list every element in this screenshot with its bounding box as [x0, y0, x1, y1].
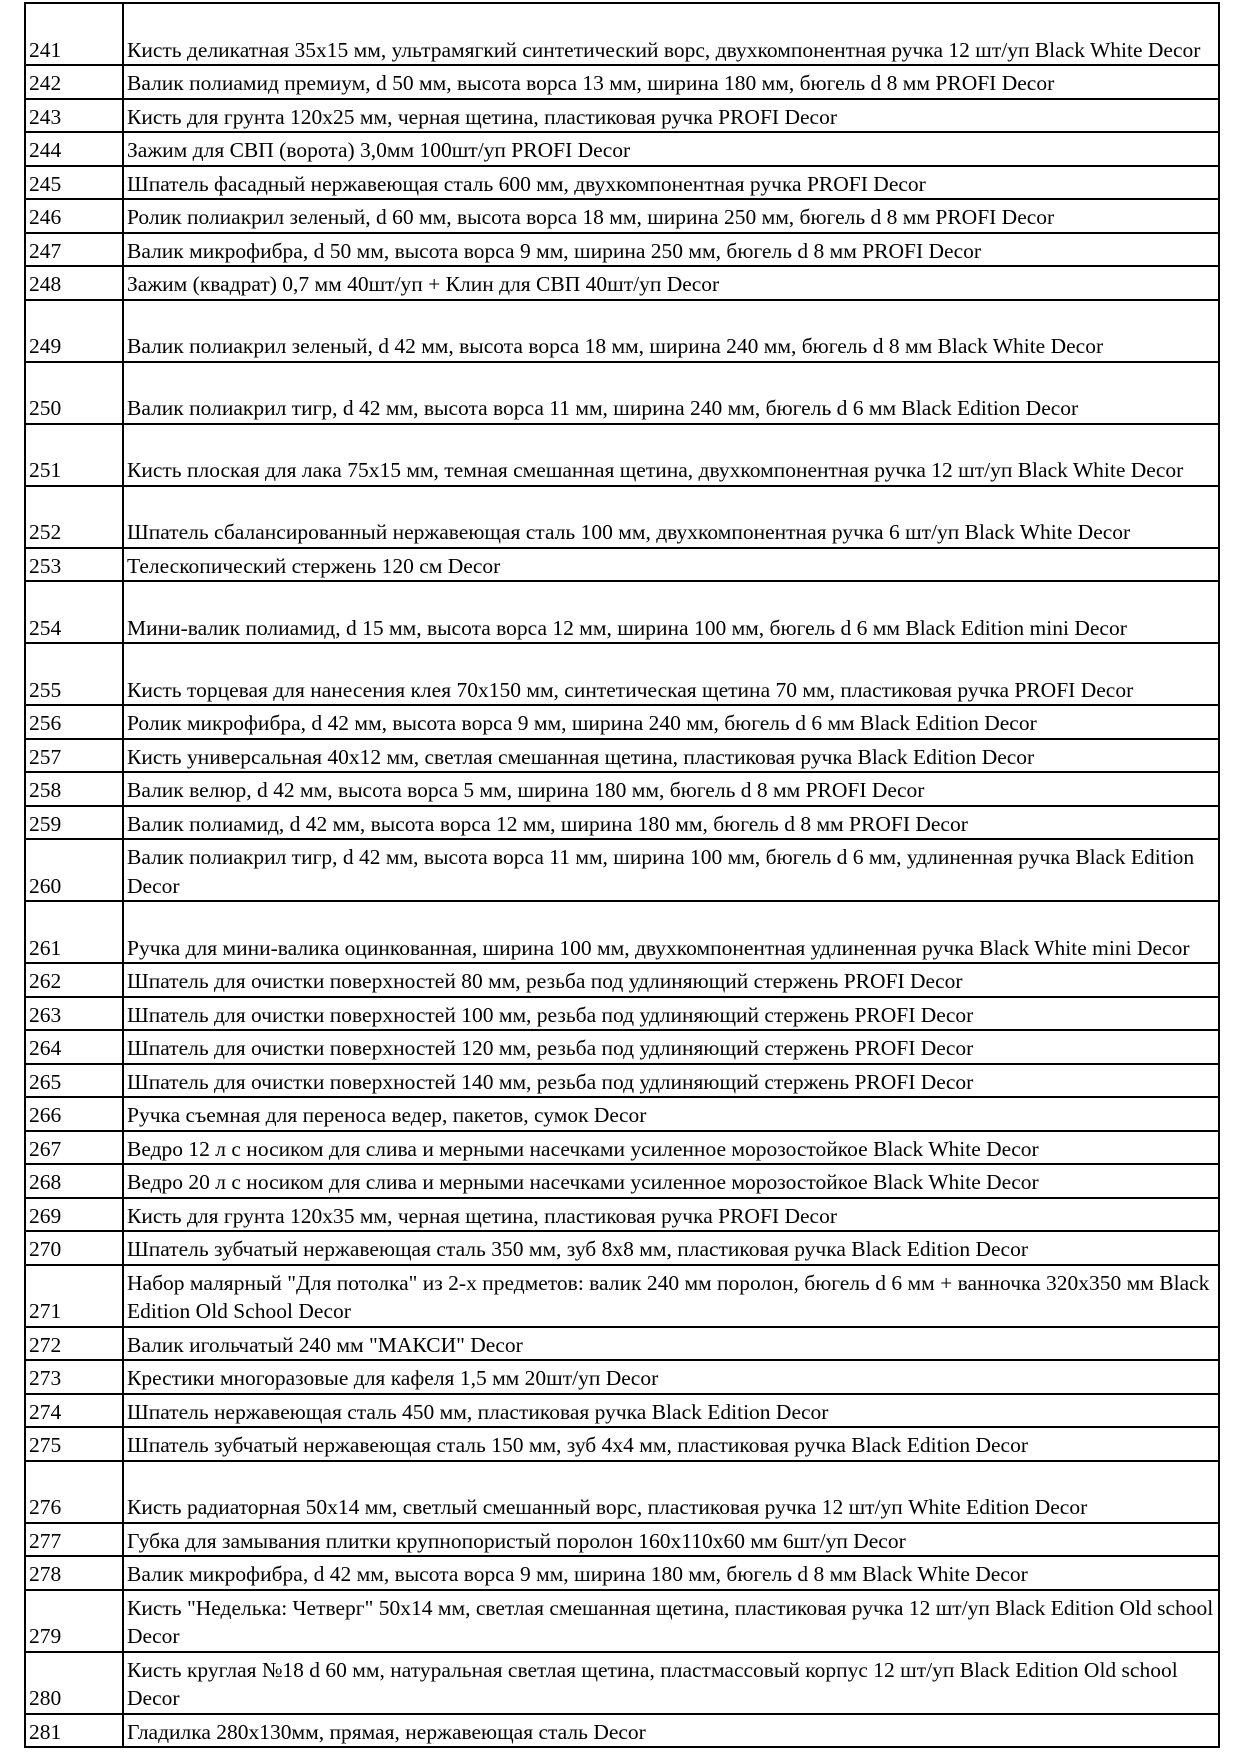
row-number-cell: 247 [25, 233, 123, 267]
product-description-cell: Кисть радиаторная 50х14 мм, светлый смешанный ворс, пластиковая ручка 12 шт/уп White Edition Decor [123, 1461, 1219, 1523]
product-description-cell: Валик велюр, d 42 мм, высота ворса 5 мм, ширина 180 мм, бюгель d 8 мм PROFI Decor [123, 772, 1219, 806]
row-number-cell: 246 [25, 199, 123, 233]
table-row [25, 1131, 1219, 1165]
row-number-cell: 243 [25, 99, 123, 133]
table-row [25, 424, 1219, 486]
table-row [25, 1652, 1219, 1714]
product-description-cell: Ролик полиакрил зеленый, d 60 мм, высота ворса 18 мм, ширина 250 мм, бюгель d 8 мм PROFI Decor [123, 199, 1219, 233]
table-row [25, 705, 1219, 739]
product-description-cell: Ролик микрофибра, d 42 мм, высота ворса 9 мм, ширина 240 мм, бюгель d 6 мм Black Edition Decor [123, 705, 1219, 739]
row-number-cell: 276 [25, 1461, 123, 1523]
row-number-cell: 270 [25, 1231, 123, 1265]
product-description-cell: Кисть плоская для лака 75х15 мм, темная смешанная щетина, двухкомпонентная ручка 12 шт/уп Black White Decor [123, 424, 1219, 486]
table-row [25, 1265, 1219, 1327]
product-description-cell: Кисть "Неделька: Четверг" 50х14 мм, светлая смешанная щетина, пластиковая ручка 12 шт/уп Black Edition Old school Decor [123, 1590, 1219, 1652]
table-row [25, 300, 1219, 362]
table-row [25, 362, 1219, 424]
product-description-cell: Ручка съемная для переноса ведер, пакетов, сумок Decor [123, 1097, 1219, 1131]
table-row [25, 548, 1219, 582]
row-number-cell: 242 [25, 65, 123, 99]
product-description-cell: Кисть торцевая для нанесения клея 70х150 мм, синтетическая щетина 70 мм, пластиковая ручка PROFI Decor [123, 643, 1219, 705]
product-description-cell: Ведро 20 л с носиком для слива и мерными насечками усиленное морозостойкое Black White Decor [123, 1164, 1219, 1198]
table-row [25, 132, 1219, 166]
row-number-cell: 257 [25, 739, 123, 773]
table-row [25, 839, 1219, 901]
row-number-cell: 264 [25, 1030, 123, 1064]
product-description-cell: Ручка для мини-валика оцинкованная, ширина 100 мм, двухкомпонентная удлиненная ручка Black White mini Decor [123, 901, 1219, 963]
product-description-cell: Валик полиакрил тигр, d 42 мм, высота ворса 11 мм, ширина 100 мм, бюгель d 6 мм, удлиненная ручка Black Edition Decor [123, 839, 1219, 901]
row-number-cell: 241 [25, 3, 123, 65]
product-description-cell: Валик полиакрил тигр, d 42 мм, высота ворса 11 мм, ширина 240 мм, бюгель d 6 мм Black Edition Decor [123, 362, 1219, 424]
row-number-cell: 268 [25, 1164, 123, 1198]
table-row [25, 643, 1219, 705]
product-description-cell: Мини-валик полиамид, d 15 мм, высота ворса 12 мм, ширина 100 мм, бюгель d 6 мм Black Edition mini Decor [123, 581, 1219, 643]
table-row [25, 1714, 1219, 1748]
row-number-cell: 272 [25, 1327, 123, 1361]
product-description-cell: Зажим для СВП (ворота) 3,0мм 100шт/уп PROFI Decor [123, 132, 1219, 166]
table-row [25, 963, 1219, 997]
table-row [25, 1590, 1219, 1652]
product-description-cell: Шпатель фасадный нержавеющая сталь 600 мм, двухкомпонентная ручка PROFI Decor [123, 166, 1219, 200]
table-row [25, 997, 1219, 1031]
table-row [25, 739, 1219, 773]
row-number-cell: 253 [25, 548, 123, 582]
row-number-cell: 254 [25, 581, 123, 643]
product-description-cell: Валик полиакрил зеленый, d 42 мм, высота ворса 18 мм, ширина 240 мм, бюгель d 8 мм Black White Decor [123, 300, 1219, 362]
product-description-cell: Валик микрофибра, d 42 мм, высота ворса 9 мм, ширина 180 мм, бюгель d 8 мм Black White Decor [123, 1556, 1219, 1590]
table-row [25, 1427, 1219, 1461]
product-description-cell: Валик микрофибра, d 50 мм, высота ворса 9 мм, ширина 250 мм, бюгель d 8 мм PROFI Decor [123, 233, 1219, 267]
table-row [25, 1523, 1219, 1557]
table-row [25, 1360, 1219, 1394]
product-description-cell: Валик полиамид премиум, d 50 мм, высота ворса 13 мм, ширина 180 мм, бюгель d 8 мм PROFI Decor [123, 65, 1219, 99]
table-row [25, 1097, 1219, 1131]
table-row [25, 166, 1219, 200]
product-description-cell: Крестики многоразовые для кафеля 1,5 мм 20шт/уп Decor [123, 1360, 1219, 1394]
row-number-cell: 267 [25, 1131, 123, 1165]
product-description-cell: Валик полиамид, d 42 мм, высота ворса 12 мм, ширина 180 мм, бюгель d 8 мм PROFI Decor [123, 806, 1219, 840]
row-number-cell: 279 [25, 1590, 123, 1652]
product-description-cell: Шпатель нержавеющая сталь 450 мм, пластиковая ручка Black Edition Decor [123, 1394, 1219, 1428]
table-row [25, 486, 1219, 548]
table-row [25, 1231, 1219, 1265]
table-row [25, 99, 1219, 133]
row-number-cell: 271 [25, 1265, 123, 1327]
product-description-cell: Кисть деликатная 35х15 мм, ультрамягкий синтетический ворс, двухкомпонентная ручка 12 шт/уп Black White Decor [123, 3, 1219, 65]
row-number-cell: 258 [25, 772, 123, 806]
product-description-cell: Валик игольчатый 240 мм "МАКСИ" Decor [123, 1327, 1219, 1361]
product-description-cell: Шпатель зубчатый нержавеющая сталь 150 мм, зуб 4х4 мм, пластиковая ручка Black Edition Decor [123, 1427, 1219, 1461]
table-row [25, 1327, 1219, 1361]
product-description-cell: Шпатель зубчатый нержавеющая сталь 350 мм, зуб 8х8 мм, пластиковая ручка Black Edition Decor [123, 1231, 1219, 1265]
table-row [25, 1556, 1219, 1590]
product-description-cell: Шпатель для очистки поверхностей 100 мм, резьба под удлиняющий стержень PROFI Decor [123, 997, 1219, 1031]
table-row [25, 3, 1219, 65]
row-number-cell: 277 [25, 1523, 123, 1557]
row-number-cell: 255 [25, 643, 123, 705]
row-number-cell: 251 [25, 424, 123, 486]
product-description-cell: Гладилка 280х130мм, прямая, нержавеющая сталь Decor [123, 1714, 1219, 1748]
table-row [25, 199, 1219, 233]
product-description-cell: Шпатель для очистки поверхностей 80 мм, резьба под удлиняющий стержень PROFI Decor [123, 963, 1219, 997]
table-row [25, 266, 1219, 300]
product-description-cell: Кисть для грунта 120х35 мм, черная щетина, пластиковая ручка PROFI Decor [123, 1198, 1219, 1232]
row-number-cell: 249 [25, 300, 123, 362]
table-row [25, 1461, 1219, 1523]
row-number-cell: 280 [25, 1652, 123, 1714]
row-number-cell: 262 [25, 963, 123, 997]
table-row [25, 772, 1219, 806]
row-number-cell: 250 [25, 362, 123, 424]
row-number-cell: 274 [25, 1394, 123, 1428]
product-description-cell: Ведро 12 л с носиком для слива и мерными насечками усиленное морозостойкое Black White Decor [123, 1131, 1219, 1165]
product-description-cell: Кисть для грунта 120х25 мм, черная щетина, пластиковая ручка PROFI Decor [123, 99, 1219, 133]
table-row [25, 1164, 1219, 1198]
row-number-cell: 245 [25, 166, 123, 200]
product-description-cell: Кисть универсальная 40х12 мм, светлая смешанная щетина, пластиковая ручка Black Edition Decor [123, 739, 1219, 773]
row-number-cell: 261 [25, 901, 123, 963]
table-row [25, 1030, 1219, 1064]
row-number-cell: 273 [25, 1360, 123, 1394]
table-body [25, 3, 1219, 1747]
table-row [25, 233, 1219, 267]
row-number-cell: 269 [25, 1198, 123, 1232]
table-row [25, 806, 1219, 840]
row-number-cell: 259 [25, 806, 123, 840]
product-description-cell: Кисть круглая №18 d 60 мм, натуральная светлая щетина, пластмассовый корпус 12 шт/уп Black Edition Old school Decor [123, 1652, 1219, 1714]
table-row [25, 581, 1219, 643]
row-number-cell: 263 [25, 997, 123, 1031]
product-description-cell: Шпатель для очистки поверхностей 120 мм, резьба под удлиняющий стержень PROFI Decor [123, 1030, 1219, 1064]
table-row [25, 1064, 1219, 1098]
row-number-cell: 244 [25, 132, 123, 166]
row-number-cell: 256 [25, 705, 123, 739]
row-number-cell: 265 [25, 1064, 123, 1098]
row-number-cell: 278 [25, 1556, 123, 1590]
table-row [25, 65, 1219, 99]
row-number-cell: 275 [25, 1427, 123, 1461]
row-number-cell: 266 [25, 1097, 123, 1131]
row-number-cell: 260 [25, 839, 123, 901]
product-description-cell: Набор малярный "Для потолка" из 2-х предметов: валик 240 мм поролон, бюгель d 6 мм + ванночка 320х350 мм Black Edition Old School Decor [123, 1265, 1219, 1327]
price-list-table [24, 2, 1220, 1748]
table-row [25, 1198, 1219, 1232]
row-number-cell: 281 [25, 1714, 123, 1748]
product-description-cell: Телескопический стержень 120 см Decor [123, 548, 1219, 582]
table-row [25, 1394, 1219, 1428]
product-description-cell: Зажим (квадрат) 0,7 мм 40шт/уп + Клин для СВП 40шт/уп Decor [123, 266, 1219, 300]
product-description-cell: Шпатель для очистки поверхностей 140 мм, резьба под удлиняющий стержень PROFI Decor [123, 1064, 1219, 1098]
row-number-cell: 252 [25, 486, 123, 548]
product-description-cell: Губка для замывания плитки крупнопористый поролон 160х110х60 мм 6шт/уп Decor [123, 1523, 1219, 1557]
product-description-cell: Шпатель сбалансированный нержавеющая сталь 100 мм, двухкомпонентная ручка 6 шт/уп Black White Decor [123, 486, 1219, 548]
table-row [25, 901, 1219, 963]
row-number-cell: 248 [25, 266, 123, 300]
